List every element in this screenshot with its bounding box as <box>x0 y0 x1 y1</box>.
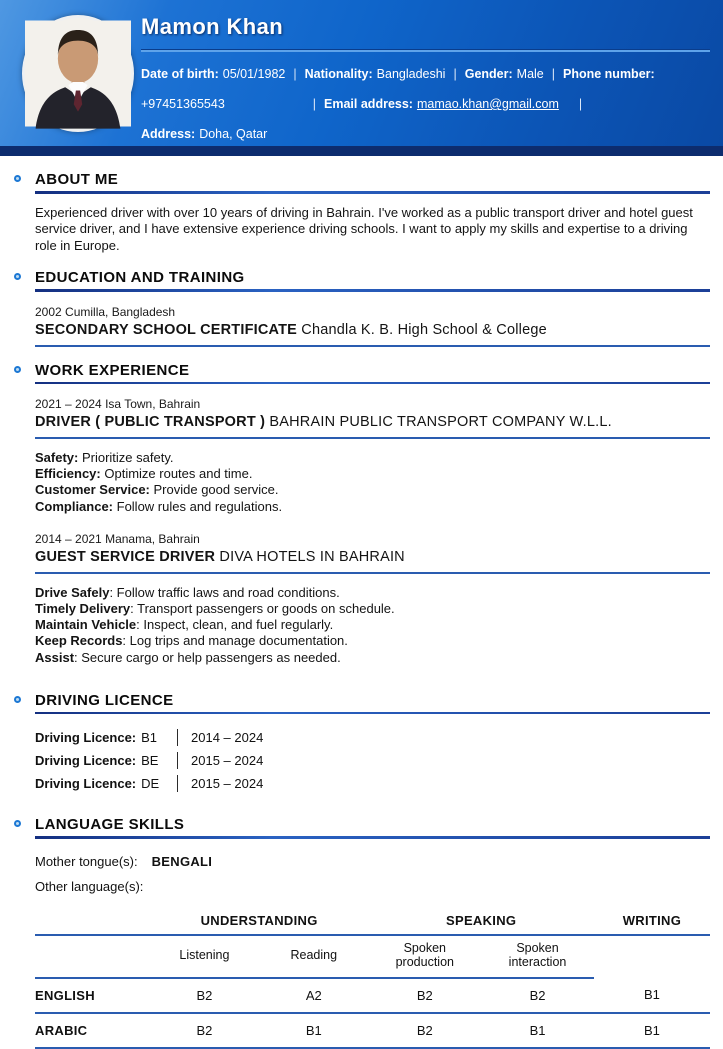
job-meta: 2021 – 2024 Isa Town, Bahrain <box>35 397 201 411</box>
header-main <box>141 14 710 142</box>
licence-heading <box>35 692 710 715</box>
level-cell: B1 <box>594 978 710 1013</box>
licence-period: 2015 – 2024 <box>191 776 264 792</box>
job-point: Safety: Prioritize safety. <box>35 450 174 465</box>
column-reading: Reading <box>259 935 368 978</box>
nationality-label: Nationality: <box>304 67 373 81</box>
phone-value: +97451365543 <box>141 97 225 111</box>
languages-title: LANGUAGE SKILLS <box>35 816 185 834</box>
person-avatar-icon <box>25 18 131 129</box>
name-underline <box>141 50 710 52</box>
separator: | <box>293 67 297 81</box>
heading-rule <box>35 382 710 385</box>
education-degree: SECONDARY SCHOOL CERTIFICATE <box>35 321 298 338</box>
work-title: WORK EXPERIENCE <box>35 361 190 379</box>
profile-photo <box>22 15 134 132</box>
table-subheader-row <box>35 935 710 978</box>
section-bullet-icon <box>14 820 21 827</box>
level-cell: B2 <box>368 1013 481 1048</box>
language-name: ARABIC <box>35 1013 150 1048</box>
about-text: Experienced driver with over 10 years of driving in Bahrain. I've worked as a public transport driver and hotel guest service driver, and I have extensive experience driving schools. I want to apply my skills and expertise to a driving role in Europe. <box>35 204 693 253</box>
separator: | <box>453 67 457 81</box>
licence-row <box>35 749 710 772</box>
separator: | <box>312 97 317 111</box>
job-point: Drive Safely: Follow traffic laws and road conditions. <box>35 584 340 600</box>
licence-label: Driving Licence: <box>35 753 137 769</box>
header-banner <box>0 0 723 156</box>
job-entry <box>35 532 710 666</box>
table-row-english <box>35 978 710 1013</box>
languages-heading <box>35 816 710 839</box>
email-link[interactable]: mamao.khan@gmail.com <box>416 97 559 111</box>
separator: | <box>578 97 583 111</box>
column-spoken-production: Spoken production <box>368 935 481 978</box>
heading-rule <box>35 289 710 292</box>
licence-list <box>35 726 710 795</box>
column-group-writing: WRITING <box>594 910 710 935</box>
licence-row <box>35 726 710 749</box>
entry-rule <box>35 437 710 439</box>
heading-rule <box>35 191 710 194</box>
column-spoken-interaction: Spoken interaction <box>481 935 594 978</box>
section-bullet-icon <box>14 175 21 182</box>
job-point: Efficiency: Optimize routes and time. <box>35 466 253 482</box>
level-cell: A2 <box>259 978 368 1013</box>
section-education <box>35 269 710 347</box>
vertical-divider <box>177 729 178 746</box>
section-driving-licence <box>35 692 710 796</box>
language-skills-table <box>35 910 710 1049</box>
separator: | <box>551 67 555 81</box>
language-name: ENGLISH <box>35 978 150 1013</box>
section-bullet-icon <box>14 696 21 703</box>
licence-row <box>35 772 710 795</box>
dob-value: 05/01/1982 <box>222 67 286 81</box>
mother-tongue-label: Mother tongue(s): <box>35 853 138 869</box>
job-point: Customer Service: Provide good service. <box>35 482 279 498</box>
nationality-value: Bangladeshi <box>376 67 446 81</box>
header-info-line-2 <box>141 97 710 112</box>
education-entry-meta: 2002 Cumilla, Bangladesh <box>35 304 176 319</box>
job-point: Maintain Vehicle: Inspect, clean, and fuel regularly. <box>35 617 334 633</box>
about-title: ABOUT ME <box>35 171 119 188</box>
level-cell: B2 <box>481 978 594 1013</box>
dob-label: Date of birth: <box>141 67 219 81</box>
job-point: Timely Delivery: Transport passengers or goods on schedule. <box>35 601 395 617</box>
job-company: BAHRAIN PUBLIC TRANSPORT COMPANY W.L.L. <box>265 414 612 430</box>
licence-category: B1 <box>141 730 158 746</box>
heading-rule <box>35 836 710 839</box>
section-about-me <box>35 171 710 254</box>
phone-label: Phone number: <box>563 67 655 81</box>
work-heading <box>35 362 710 385</box>
column-group-speaking: SPEAKING <box>368 910 593 935</box>
cv-body <box>0 171 723 1049</box>
level-cell: B1 <box>481 1013 594 1048</box>
licence-category: BE <box>141 753 159 769</box>
table-group-header-row <box>35 910 710 935</box>
entry-rule <box>35 572 710 574</box>
job-point: Keep Records: Log trips and manage documentation. <box>35 633 348 649</box>
email-label: Email address: <box>324 97 413 111</box>
licence-period: 2014 – 2024 <box>191 730 264 746</box>
vertical-divider <box>177 775 178 792</box>
header-info-line-3 <box>141 127 710 142</box>
job-entry <box>35 397 710 515</box>
about-heading <box>35 171 710 194</box>
licence-category: DE <box>141 776 160 792</box>
mother-tongue-value: BENGALI <box>151 853 213 869</box>
entry-rule <box>35 345 710 347</box>
licence-period: 2015 – 2024 <box>191 753 264 769</box>
level-cell: B2 <box>150 978 259 1013</box>
education-entry-title <box>35 322 710 338</box>
mother-tongue-line <box>35 854 710 869</box>
header-info-line-1 <box>141 67 710 82</box>
section-bullet-icon <box>14 273 21 280</box>
address-label: Address: <box>141 127 196 141</box>
job-title-line <box>35 414 710 430</box>
job-point: Assist: Secure cargo or help passengers as needed. <box>35 649 341 665</box>
gender-label: Gender: <box>464 67 513 81</box>
level-cell: B1 <box>594 1013 710 1048</box>
licence-label: Driving Licence: <box>35 776 137 792</box>
level-cell: B2 <box>150 1013 259 1048</box>
level-cell: B2 <box>368 978 481 1013</box>
job-points <box>35 450 710 515</box>
vertical-divider <box>177 752 178 769</box>
job-role: DRIVER ( PUBLIC TRANSPORT ) <box>35 414 266 430</box>
licence-label: Driving Licence: <box>35 730 137 746</box>
education-title: EDUCATION AND TRAINING <box>35 269 245 286</box>
education-heading <box>35 269 710 292</box>
job-points <box>35 585 710 666</box>
address-value: Doha, Qatar <box>199 127 268 141</box>
gender-value: Male <box>516 67 544 81</box>
job-point: Compliance: Follow rules and regulations. <box>35 498 283 514</box>
other-languages-label: Other language(s): <box>35 878 144 894</box>
job-role: GUEST SERVICE DRIVER <box>35 548 216 565</box>
column-listening: Listening <box>150 935 259 978</box>
job-meta: 2014 – 2021 Manama, Bahrain <box>35 531 200 546</box>
job-title-line <box>35 549 710 565</box>
table-row-arabic <box>35 1013 710 1048</box>
section-language-skills <box>35 816 710 1049</box>
heading-rule <box>35 712 710 715</box>
section-work-experience <box>35 362 710 666</box>
job-company: DIVA HOTELS IN BAHRAIN <box>215 548 405 565</box>
licence-title: DRIVING LICENCE <box>35 691 174 709</box>
section-bullet-icon <box>14 366 21 373</box>
column-group-understanding: UNDERSTANDING <box>150 910 369 935</box>
education-school: Chandla K. B. High School & College <box>297 321 547 338</box>
level-cell: B1 <box>259 1013 368 1048</box>
person-name: Mamon Khan <box>141 14 284 39</box>
